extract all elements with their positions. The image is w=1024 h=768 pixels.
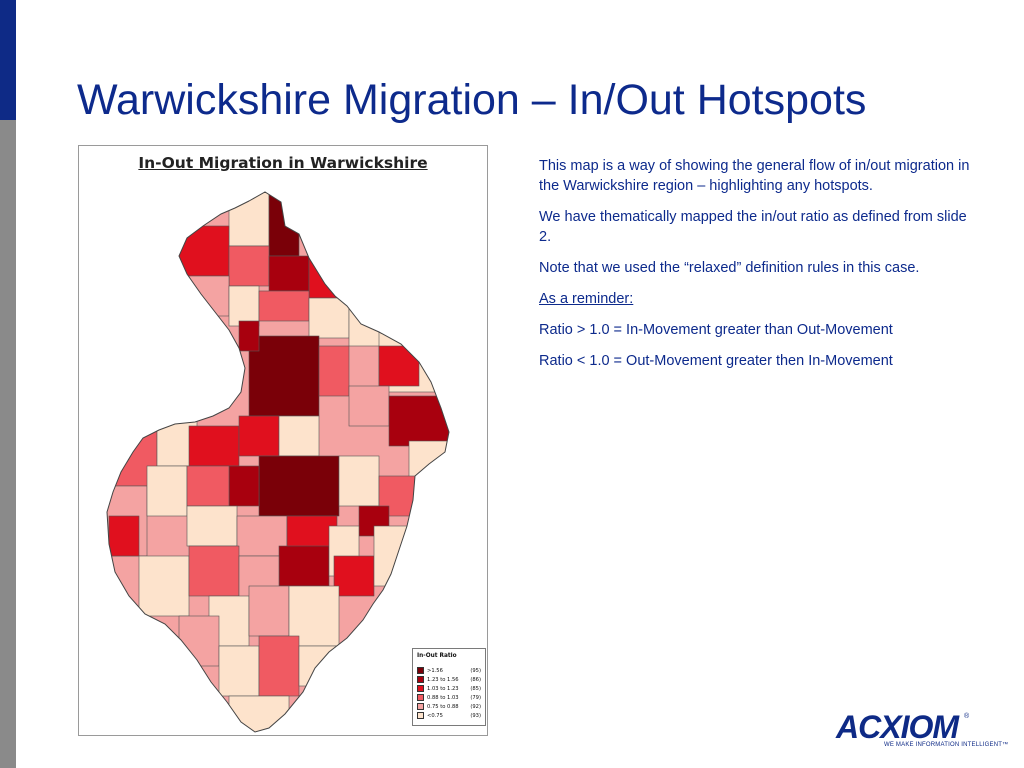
legend-label: 1.03 to 1.23 [427,685,459,692]
legend-label: 0.88 to 1.03 [427,694,459,701]
slide-title: Warwickshire Migration – In/Out Hotspots [77,76,867,124]
registered-mark: ® [964,713,970,720]
legend-swatch [417,694,424,701]
legend-swatch [417,712,424,719]
map-title: In-Out Migration in Warwickshire [138,154,428,172]
legend-count: (86) [470,676,481,683]
legend-swatch [417,676,424,683]
legend-item [417,711,481,720]
legend-item [417,684,481,693]
description-paragraph: Note that we used the “relaxed” definition rules in this case. [539,260,920,276]
legend-label: >1.56 [427,667,443,674]
legend-count: (79) [470,694,481,701]
logo-tagline: WE MAKE INFORMATION INTELLIGENT™ [884,742,1009,748]
accent-bar [0,0,16,120]
legend-count: (93) [470,712,481,719]
side-bar [0,120,16,768]
legend-item [417,693,481,702]
warwickshire-map [79,146,487,735]
legend-count: (85) [470,685,481,692]
legend-swatch [417,685,424,692]
legend-item [417,675,481,684]
legend-label: <0.75 [427,712,443,719]
map-panel [78,145,488,736]
description-paragraph: We have thematically mapped the in/out ratio as defined from slide 2. [539,209,967,245]
ratio-rule: Ratio < 1.0 = Out-Movement greater then In-Movement [539,353,893,369]
acxiom-logo [836,709,1009,753]
logo-wordmark: ACXIOM [836,709,958,745]
choropleth-regions [79,146,487,735]
legend-title: In-Out Ratio [417,653,457,659]
legend-item [417,702,481,711]
legend-count: (92) [470,703,481,710]
reminder-heading: As a reminder: [539,291,634,307]
legend-item [417,666,481,675]
ratio-rule: Ratio > 1.0 = In-Movement greater than Out-Movement [539,322,893,338]
legend-count: (95) [470,667,481,674]
description-panel [539,156,971,382]
map-legend [412,648,486,726]
description-paragraph: This map is a way of showing the general flow of in/out migration in the Warwickshire region – highlighting any hotspots. [539,158,970,194]
legend-swatch [417,703,424,710]
legend-label: 0.75 to 0.88 [427,703,459,710]
legend-swatch [417,667,424,674]
legend-label: 1.23 to 1.56 [427,676,459,683]
